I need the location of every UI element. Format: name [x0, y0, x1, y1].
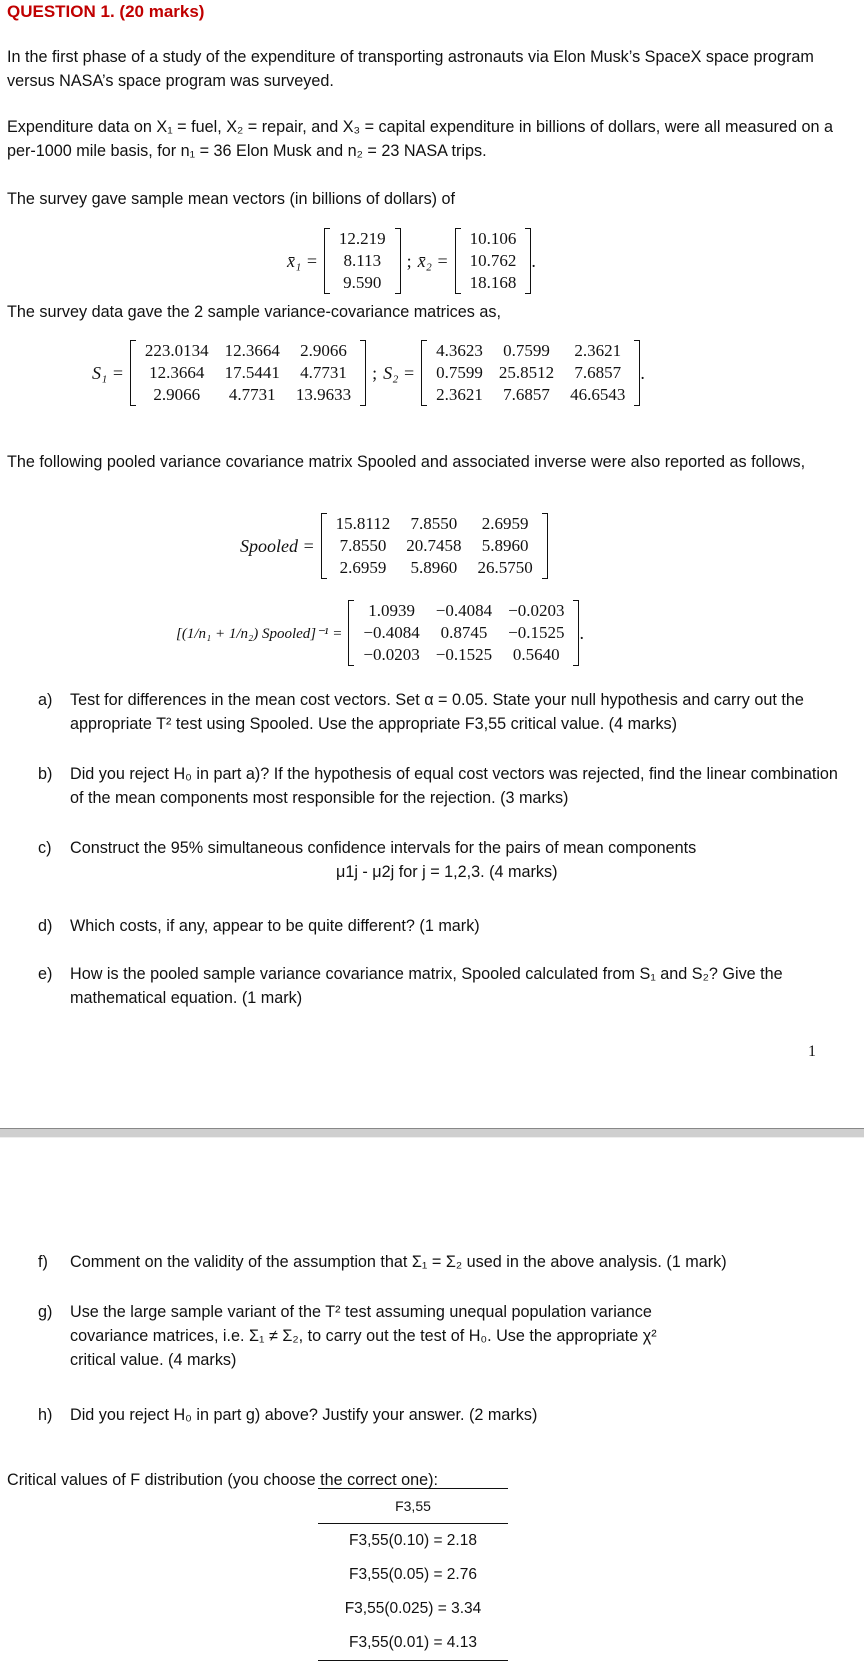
question-e-label: e) — [38, 965, 53, 983]
x1-vector-cell: 9.590 — [343, 273, 382, 292]
s2-matrix-cell: 46.6543 — [570, 385, 626, 404]
critical-intro: Critical values of F distribution (you choose the correct one): — [7, 1471, 438, 1489]
critical-row: F3,55(0.10) = 2.18 — [349, 1532, 477, 1549]
question-e-text: How is the pooled sample variance covariance matrix, Spooled calculated from S₁ and S₂? Give the mathematical equation. (1 mark) — [70, 965, 783, 1007]
x2-label: x̄₂ = — [417, 250, 449, 271]
inverse-matrix-cell: 0.5640 — [512, 645, 560, 664]
s1-matrix-cell: 12.3664 — [149, 363, 205, 382]
s1-matrix-cell: 4.7731 — [228, 385, 276, 404]
s1-matrix-cell: 13.9633 — [295, 385, 352, 404]
s1-matrix-cell: 2.9066 — [153, 385, 201, 404]
inverse-matrix-cell: −0.1525 — [508, 623, 565, 642]
pooled-matrix-cell: 5.8960 — [481, 536, 529, 555]
critical-row: F3,55(0.01) = 4.13 — [318, 1626, 508, 1661]
s2-matrix-cell: 7.6857 — [574, 363, 622, 382]
s2-matrix-cell: 0.7599 — [436, 363, 483, 382]
question-g — [38, 1300, 838, 1372]
pooled-label: Spooled = — [240, 535, 315, 556]
s1-matrix-cell: 12.3664 — [224, 341, 280, 360]
cov-matrices-equation — [92, 340, 645, 406]
pooled-matrix-cell: 5.8960 — [410, 558, 458, 577]
question-h — [38, 1403, 838, 1427]
question-a-label: a) — [38, 691, 53, 709]
pooled-matrix-cell: 7.8550 — [339, 536, 387, 555]
inverse-matrix-cell: 0.8745 — [440, 623, 488, 642]
question-d-text: Which costs, if any, appear to be quite different? (1 mark) — [70, 917, 480, 935]
matrix-end: . — [640, 362, 645, 383]
pooled-matrix-cell: 2.6959 — [481, 514, 529, 533]
pooled-matrix-cell: 2.6959 — [339, 558, 387, 577]
mean-vectors-equation — [287, 228, 536, 294]
inverse-matrix-cell: −0.1525 — [435, 645, 493, 664]
data-paragraph: Expenditure data on X₁ = fuel, X₂ = repair, and X₃ = capital expenditure in billions of dollars, were all measured on a per-1000 mile basis, for n₁ = 36 Elon Musk and n₂ = 23 NASA trips. — [7, 118, 833, 160]
question-b-label: b) — [38, 765, 53, 783]
question-c — [38, 836, 838, 884]
inverse-end: . — [579, 622, 584, 643]
s2-matrix-cell: 25.8512 — [498, 363, 555, 382]
question-c-text: Construct the 95% simultaneous confidence intervals for the pairs of mean components — [70, 839, 697, 857]
inverse-matrix-cell: −0.4084 — [363, 623, 420, 642]
critical-table-header: F3,55 — [318, 1489, 508, 1524]
s2-matrix-cell: 0.7599 — [503, 341, 550, 360]
s1-matrix-cell: 223.0134 — [144, 341, 209, 360]
mean-intro: The survey gave sample mean vectors (in billions of dollars) of — [7, 190, 456, 208]
question-title: QUESTION 1. (20 marks) — [7, 2, 205, 21]
question-d — [38, 914, 838, 938]
s1-matrix — [130, 340, 366, 406]
page-number: 1 — [808, 1043, 816, 1060]
inverse-matrix — [348, 600, 579, 666]
question-h-text: Did you reject H₀ in part g) above? Justify your answer. (2 marks) — [70, 1406, 538, 1424]
pooled-matrix-cell: 20.7458 — [406, 536, 462, 555]
s1-matrix-cell: 4.7731 — [300, 363, 347, 382]
question-c-line2: μ1j - μ2j for j = 1,2,3. (4 marks) — [336, 863, 558, 881]
x2-vector-cell: 10.762 — [469, 251, 517, 270]
s2-matrix-cell: 2.3621 — [574, 341, 622, 360]
x2-vector-cell: 10.106 — [469, 229, 517, 248]
inverse-matrix-cell: −0.0203 — [508, 601, 565, 620]
inverse-equation — [176, 600, 584, 666]
critical-row: F3,55(0.05) = 2.76 — [349, 1566, 477, 1583]
s1-label: S₁ = — [92, 362, 124, 383]
question-d-label: d) — [38, 917, 53, 935]
inverse-matrix-cell: −0.0203 — [363, 645, 420, 664]
inverse-label: [(1/n₁ + 1/n₂) Spooled]⁻¹ = — [176, 625, 343, 642]
question-h-label: h) — [38, 1406, 53, 1424]
pooled-intro: The following pooled variance covariance matrix Spooled and associated inverse were also reported as follows, — [7, 453, 806, 471]
critical-row: F3,55(0.025) = 3.34 — [344, 1600, 482, 1617]
s2-matrix — [421, 340, 640, 406]
pooled-matrix-cell: 7.8550 — [410, 514, 458, 533]
s2-matrix-cell: 7.6857 — [503, 385, 550, 404]
intro-paragraph: In the first phase of a study of the expenditure of transporting astronauts via Elon Musk’s SpaceX space program versus NASA’s space program was surveyed. — [7, 48, 814, 90]
x1-vector-cell: 12.219 — [338, 229, 386, 248]
s1-matrix-cell: 2.9066 — [300, 341, 347, 360]
pooled-matrix-cell: 15.8112 — [335, 514, 391, 533]
question-a — [38, 688, 838, 736]
x1-vector-cell: 8.113 — [343, 251, 382, 270]
x1-vector — [324, 228, 401, 294]
s2-matrix-cell: 2.3621 — [436, 385, 483, 404]
s2-matrix-cell: 4.3623 — [436, 341, 483, 360]
question-b — [38, 762, 838, 810]
vector-end: . — [531, 250, 536, 271]
question-e — [38, 962, 838, 1010]
x1-label: x̄₁ = — [287, 250, 318, 271]
question-f-text: Comment on the validity of the assumption that Σ₁ = Σ₂ used in the above analysis. (1 mark) — [70, 1253, 727, 1271]
question-g-label: g) — [38, 1303, 53, 1321]
question-b-text: Did you reject H₀ in part a)? If the hypothesis of equal cost vectors was rejected, find the linear combination of the mean components most responsible for the rejection. (3 marks) — [70, 765, 838, 807]
s1-matrix-cell: 17.5441 — [224, 363, 280, 382]
pooled-equation — [240, 513, 548, 579]
x2-vector-cell: 18.168 — [469, 273, 517, 292]
page-divider — [0, 1128, 864, 1138]
question-f-label: f) — [38, 1253, 48, 1271]
s2-label: S₂ = — [383, 362, 416, 383]
question-f — [38, 1250, 838, 1274]
inverse-matrix-cell: −0.4084 — [435, 601, 493, 620]
question-c-label: c) — [38, 839, 52, 857]
critical-values-table — [318, 1488, 508, 1661]
vector-separator: ; — [406, 250, 412, 271]
inverse-matrix-cell: 1.0939 — [368, 601, 415, 620]
question-g-text: Use the large sample variant of the T² test assuming unequal population variance covariance matrices, i.e. Σ₁ ≠ Σ₂, to carry out the test of H₀. Use the appropriate χ² critical value. (4 marks) — [70, 1303, 657, 1369]
x2-vector — [455, 228, 532, 294]
pooled-matrix-cell: 26.5750 — [477, 558, 533, 577]
matrix-separator: ; — [372, 362, 378, 383]
cov-intro: The survey data gave the 2 sample variance-covariance matrices as, — [7, 303, 501, 321]
pooled-matrix — [321, 513, 548, 579]
question-a-text: Test for differences in the mean cost vectors. Set α = 0.05. State your null hypothesis and carry out the appropriate T² test using Spooled. Use the appropriate F3,55 critical value. (4 marks) — [70, 691, 804, 733]
